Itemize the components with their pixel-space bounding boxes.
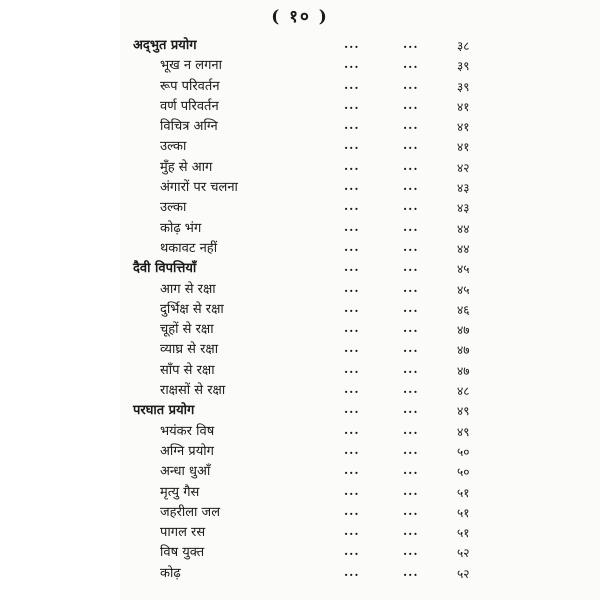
leader-dots: ... <box>403 239 419 254</box>
item-title: आग से रक्षा <box>160 281 216 297</box>
page-ref: ५१ <box>457 505 470 520</box>
table-of-contents <box>133 36 600 584</box>
page-ref: ४६ <box>457 302 470 317</box>
toc-item <box>133 77 600 97</box>
page-ref: ४१ <box>457 99 470 114</box>
leader-dots: ... <box>344 118 360 133</box>
item-title: विचित्र अग्नि <box>160 119 218 135</box>
leader-dots: ... <box>344 341 360 356</box>
leader-dots: ... <box>403 300 419 315</box>
leader-dots: ... <box>344 300 360 315</box>
item-title: रूप परिवर्तन <box>160 78 220 94</box>
page-ref: ५२ <box>457 546 470 561</box>
leader-dots: ... <box>403 97 419 112</box>
page-ref: ४९ <box>457 424 470 439</box>
leader-dots: ... <box>344 219 360 234</box>
leader-dots: ... <box>344 260 360 275</box>
page-ref: ५१ <box>457 526 470 541</box>
page-ref: ४७ <box>457 363 470 378</box>
toc-item <box>133 158 600 178</box>
leader-dots: ... <box>403 564 419 579</box>
toc-item <box>133 564 600 584</box>
toc-item <box>133 381 600 401</box>
item-title: उल्का <box>160 200 187 216</box>
page-ref: ३९ <box>457 59 470 74</box>
page-gutter <box>0 0 120 600</box>
leader-dots: ... <box>403 138 419 153</box>
toc-section-heading <box>133 259 600 279</box>
item-title: दुर्भिक्ष से रक्षा <box>160 301 224 317</box>
leader-dots: ... <box>403 179 419 194</box>
leader-dots: ... <box>403 422 419 437</box>
leader-dots: ... <box>403 463 419 478</box>
item-title: अग्नि प्रयोग <box>160 443 214 459</box>
leader-dots: ... <box>403 118 419 133</box>
page-ref: ४२ <box>457 160 470 175</box>
leader-dots: ... <box>403 158 419 173</box>
toc-section-heading <box>133 36 600 56</box>
page-ref: ४७ <box>457 323 470 338</box>
leader-dots: ... <box>344 199 360 214</box>
leader-dots: ... <box>344 422 360 437</box>
item-title: वर्ण परिवर्तन <box>160 98 219 114</box>
toc-item <box>133 137 600 157</box>
leader-dots: ... <box>403 260 419 275</box>
item-title: राक्षसों से रक्षा <box>160 383 226 399</box>
toc-item <box>133 300 600 320</box>
item-title: विष युक्त <box>160 545 205 561</box>
leader-dots: ... <box>344 483 360 498</box>
leader-dots: ... <box>344 463 360 478</box>
toc-item <box>133 56 600 76</box>
section-title: परघात प्रयोग <box>133 403 195 419</box>
leader-dots: ... <box>403 503 419 518</box>
leader-dots: ... <box>403 341 419 356</box>
leader-dots: ... <box>344 564 360 579</box>
page-ref: ४४ <box>457 221 470 236</box>
leader-dots: ... <box>403 77 419 92</box>
leader-dots: ... <box>344 138 360 153</box>
page-ref: ४८ <box>457 384 470 399</box>
page-ref: ४३ <box>457 181 470 196</box>
page-ref: ५० <box>457 465 470 480</box>
item-title: कोढ़ <box>160 565 181 581</box>
item-title: उल्का <box>160 139 187 155</box>
page-ref: ३९ <box>457 79 470 94</box>
toc-item <box>133 198 600 218</box>
leader-dots: ... <box>344 239 360 254</box>
leader-dots: ... <box>403 524 419 539</box>
leader-dots: ... <box>403 402 419 417</box>
page-ref: ३८ <box>457 39 470 53</box>
leader-dots: ... <box>344 280 360 295</box>
leader-dots: ... <box>403 544 419 559</box>
toc-item <box>133 178 600 198</box>
leader-dots: ... <box>403 199 419 214</box>
toc-item <box>133 483 600 503</box>
leader-dots: ... <box>344 382 360 397</box>
page-ref: ५१ <box>457 485 470 500</box>
section-title: दैवी विपत्तियाँ <box>133 261 197 277</box>
page-ref: ४४ <box>457 241 470 256</box>
leader-dots: ... <box>403 483 419 498</box>
leader-dots: ... <box>403 57 419 72</box>
toc-item <box>133 97 600 117</box>
item-title: साँप से रक्षा <box>160 362 215 378</box>
page-ref: ५२ <box>457 566 470 581</box>
leader-dots: ... <box>344 158 360 173</box>
toc-item <box>133 320 600 340</box>
item-title: चूहों से रक्षा <box>160 322 214 338</box>
leader-dots: ... <box>403 219 419 234</box>
page-ref: ४५ <box>457 262 470 277</box>
toc-item <box>133 523 600 543</box>
item-title: कोढ़ भंग <box>160 220 202 236</box>
page-ref: ४१ <box>457 120 470 135</box>
leader-dots: ... <box>344 544 360 559</box>
leader-dots: ... <box>403 442 419 457</box>
item-title: अंगारों पर चलना <box>160 180 238 196</box>
toc-item <box>133 239 600 259</box>
leader-dots: ... <box>403 382 419 397</box>
leader-dots: ... <box>403 361 419 376</box>
leader-dots: ... <box>344 321 360 336</box>
leader-dots: ... <box>344 503 360 518</box>
toc-item <box>133 280 600 300</box>
item-title: अन्धा धुआँ <box>160 464 211 480</box>
page-ref: ४९ <box>457 404 470 419</box>
leader-dots: ... <box>344 37 360 51</box>
page-ref: ५० <box>457 444 470 459</box>
toc-item <box>133 422 600 442</box>
leader-dots: ... <box>344 524 360 539</box>
toc-item <box>133 117 600 137</box>
item-title: भयंकर विष <box>160 423 215 439</box>
leader-dots: ... <box>344 97 360 112</box>
toc-item <box>133 503 600 523</box>
page-ref: ४३ <box>457 201 470 216</box>
leader-dots: ... <box>403 280 419 295</box>
toc-item <box>133 219 600 239</box>
item-title: भूख न लगना <box>160 58 222 74</box>
leader-dots: ... <box>403 37 419 51</box>
leader-dots: ... <box>344 442 360 457</box>
toc-item <box>133 442 600 462</box>
item-title: मुँह से आग <box>160 159 213 175</box>
toc-item <box>133 340 600 360</box>
item-title: मृत्यु गैस <box>160 484 200 500</box>
leader-dots: ... <box>344 57 360 72</box>
item-title: पागल रस <box>160 525 206 541</box>
page-ref: ४७ <box>457 343 470 358</box>
leader-dots: ... <box>344 361 360 376</box>
page-ref: ४५ <box>457 282 470 297</box>
item-title: व्याघ्र से रक्षा <box>160 342 219 358</box>
item-title: थकावट नहीं <box>160 240 218 256</box>
page-ref: ४१ <box>457 140 470 155</box>
toc-item <box>133 361 600 381</box>
leader-dots: ... <box>344 402 360 417</box>
page-number: ( १० ) <box>271 7 329 27</box>
toc-item <box>133 462 600 482</box>
section-title: अद्‌भुत प्रयोग <box>133 38 197 53</box>
item-title: जहरीला जल <box>160 504 221 520</box>
toc-section-heading <box>133 401 600 421</box>
leader-dots: ... <box>403 321 419 336</box>
toc-item <box>133 543 600 563</box>
leader-dots: ... <box>344 77 360 92</box>
leader-dots: ... <box>344 179 360 194</box>
